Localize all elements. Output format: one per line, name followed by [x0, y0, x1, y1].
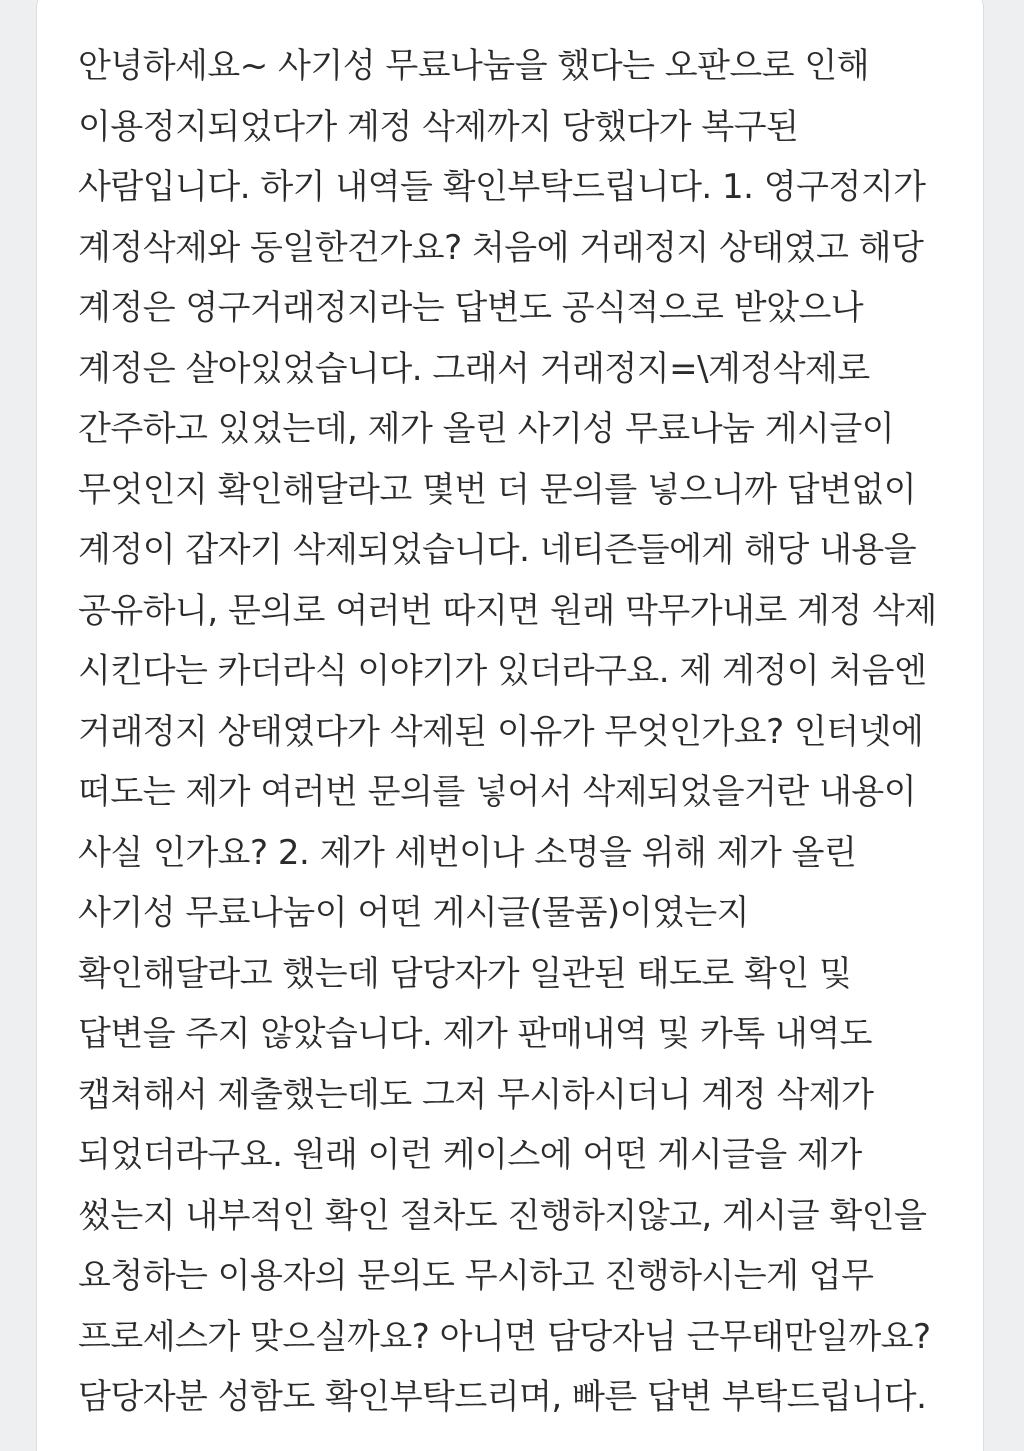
inquiry-message-text: 안녕하세요~ 사기성 무료나눔을 했다는 오판으로 인해 이용정지되었다가 계정 삭제까지 당했다가 복구된 사람입니다. 하기 내역들 확인부탁드립니다. 1. 영구정지가 계정삭제와 동일한건가요? 처음에 거래정지 상태였고 해당 계정은 영구거래정지라는 답변도 공식적으로 받았으나 계정은 살아있었습니다. 그래서 거래정지=\계정삭제로 간주하고 있었는데, 제가 올린 사기성 무료나눔 게시글이 무엇인지 확인해달라고 몇번 더 문의를 넣으니까 답변없이 계정이 갑자기 삭제되었습니다. 네티즌들에게 해당 내용을 공유하니, 문의로 여러번 따지면 원래 막무가내로 계정 삭제 시킨다는 카더라식 이야기가 있더라구요. 제 계정이 처음엔 거래정지 상태였다가 삭제된 이유가 무엇인가요? 인터넷에 떠도는 제가 여러번 문의를 넣어서 삭제되었을거란 내용이 사실 인가요? 2. 제가 세번이나 소명을 위해 제가 올린 사기성 무료나눔이 어떤 게시글(물품)이였는지 확인해달라고 했는데 담당자가 일관된 태도로 확인 및 답변을 주지 않았습니다. 제가 판매내역 및 카톡 내역도 캡쳐해서 제출했는데도 그저 무시하시더니 계정 삭제가 되었더라구요. 원래 이런 케이스에 어떤 게시글을 제가 썼는지 내부적인 확인 절차도 진행하지않고, 게시글 확인을 요청하는 이용자의 문의도 무시하고 진행하시는게 업무 프로세스가 맞으실까요? 아니면 담당자님 근무태만일까요? 담당자분 성함도 확인부탁드리며, 빠른 답변 부탁드립니다. — [78, 46, 948, 1417]
